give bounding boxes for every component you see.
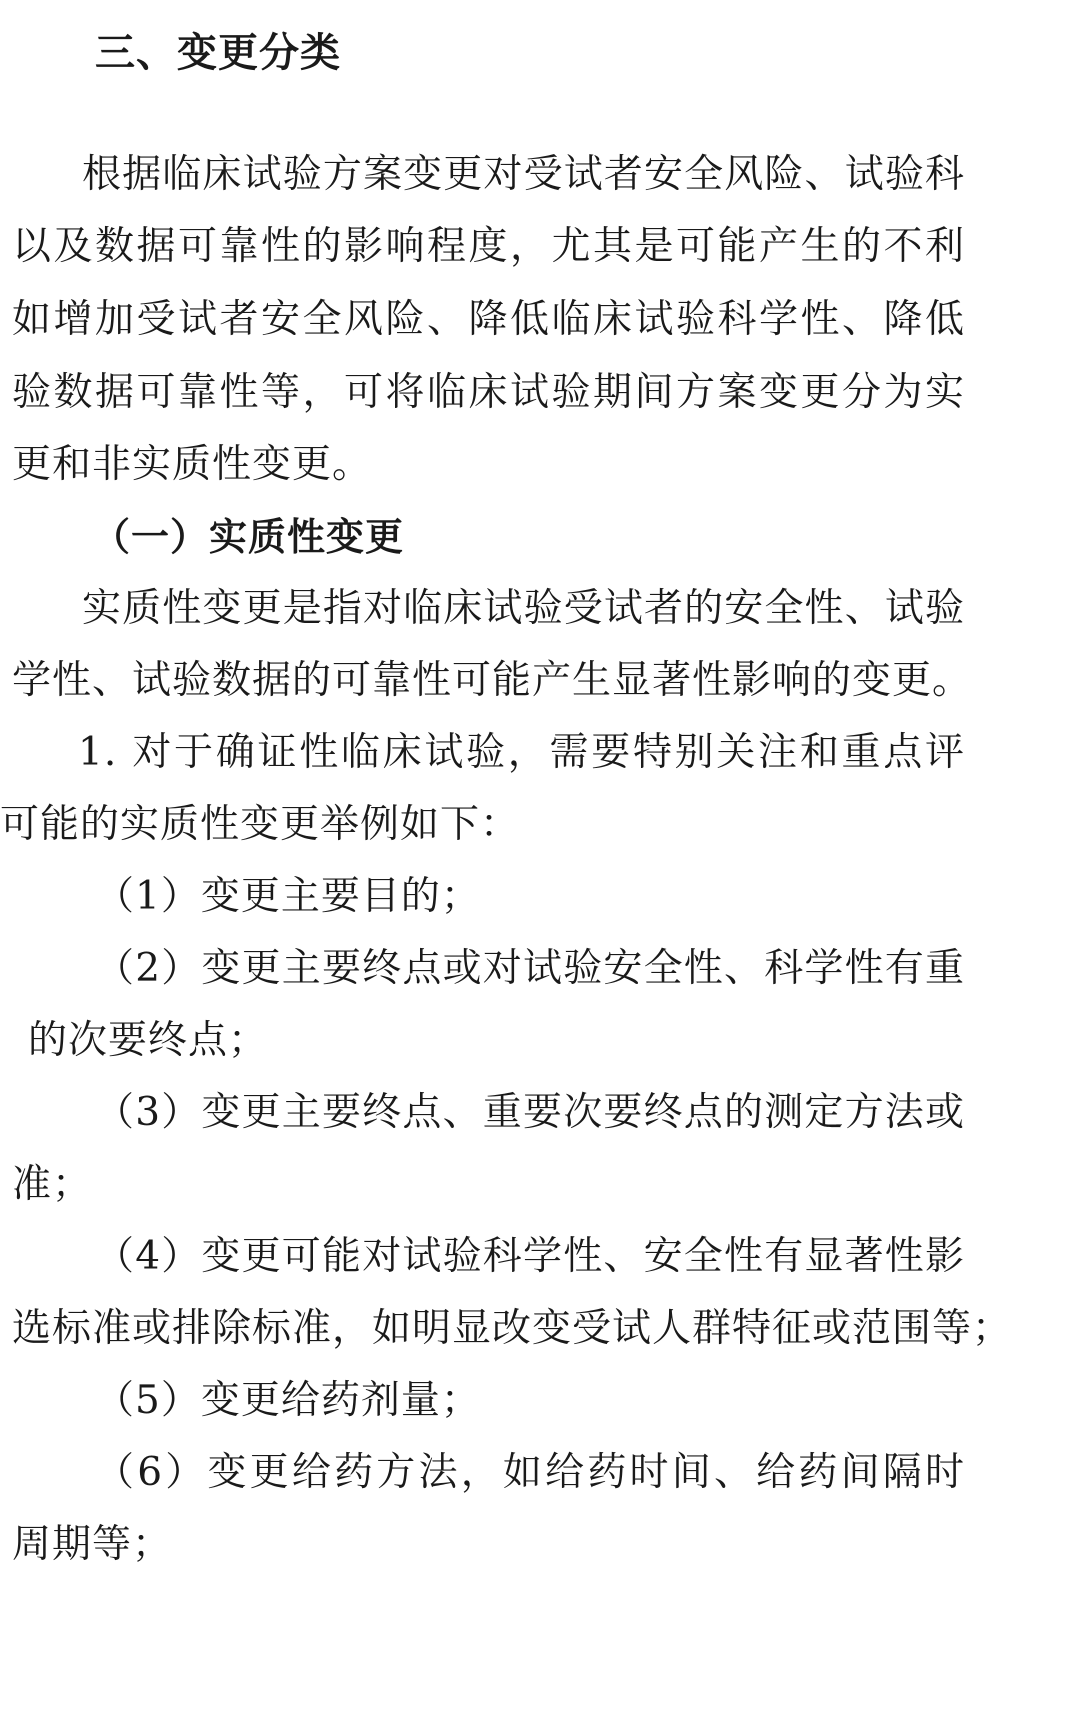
- list-item-2-line-1: （2）变更主要终点或对试验安全性、科学性有重: [95, 946, 965, 991]
- definition-line-2: 学性、试验数据的可靠性可能产生显著性影响的变更。: [12, 658, 973, 703]
- intro-line-5: 更和非实质性变更。: [12, 442, 373, 487]
- item1-line-2: 可能的实质性变更举例如下：: [0, 802, 521, 847]
- list-item-2-line-2: 的次要终点；: [28, 1018, 269, 1063]
- list-item-4-line-1: （4）变更可能对试验科学性、安全性有显著性影: [95, 1234, 965, 1279]
- intro-line-4: 验数据可靠性等，可将临床试验期间方案变更分为实: [12, 370, 965, 415]
- list-item-1: （1）变更主要目的；: [95, 874, 481, 919]
- subsection-title: （一）实质性变更: [92, 515, 405, 559]
- list-item-3-line-2: 准；: [12, 1162, 93, 1207]
- intro-line-3: 如增加受试者安全风险、降低临床试验科学性、降低: [12, 297, 965, 342]
- list-item-6-line-1: （6）变更给药方法，如给药时间、给药间隔时: [95, 1450, 965, 1495]
- list-item-3-line-1: （3）变更主要终点、重要次要终点的测定方法或: [95, 1090, 965, 1135]
- list-item-5: （5）变更给药剂量；: [95, 1378, 481, 1423]
- item1-line-1: 1. 对于确证性临床试验，需要特别关注和重点评: [78, 730, 965, 775]
- section-title: 三、变更分类: [95, 30, 341, 76]
- definition-line-1: 实质性变更是指对临床试验受试者的安全性、试验: [82, 586, 965, 631]
- intro-line-1: 根据临床试验方案变更对受试者安全风险、试验科: [82, 152, 965, 197]
- list-item-4-line-2: 选标准或排除标准，如明显改变受试人群特征或范围等；: [12, 1306, 1013, 1351]
- intro-line-2: 以及数据可靠性的影响程度，尤其是可能产生的不利: [12, 224, 965, 269]
- list-item-6-line-2: 周期等；: [12, 1522, 173, 1567]
